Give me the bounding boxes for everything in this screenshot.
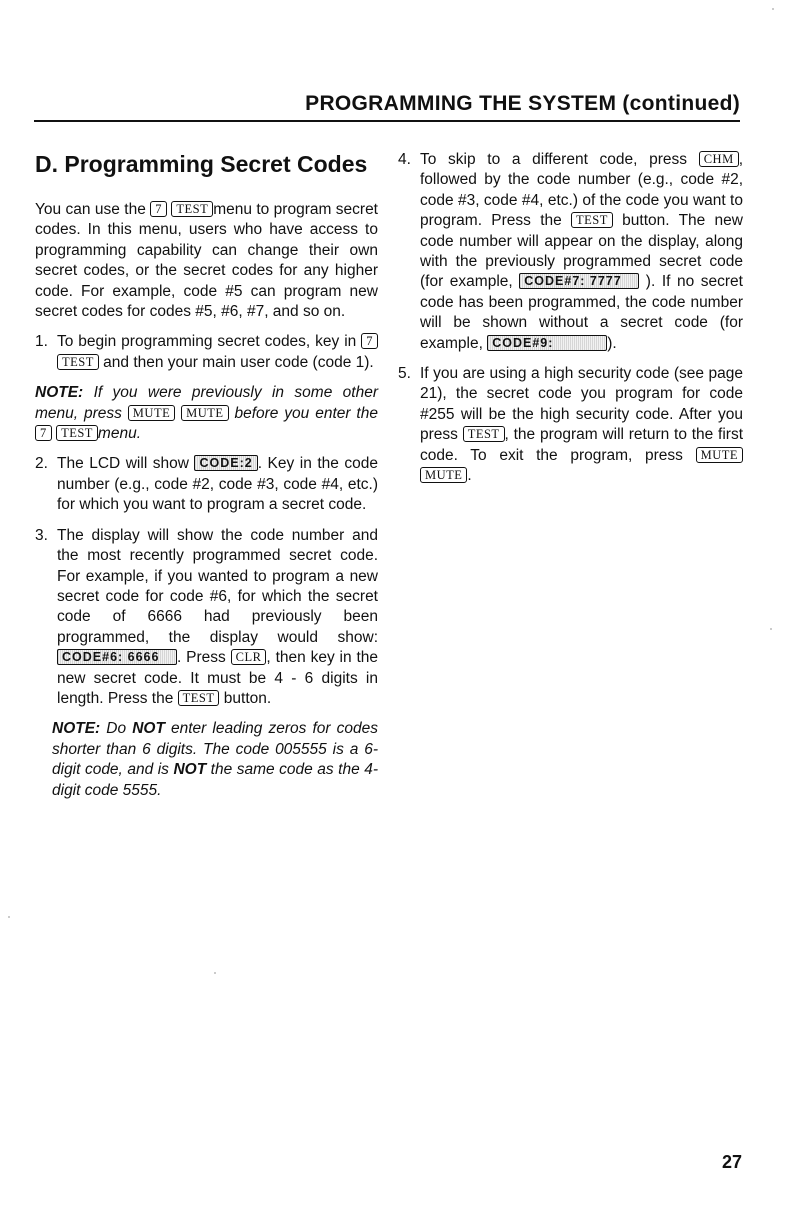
step-5-text: If you are using a high security code (see page 21), the secret code you program for code #255 will be the high security code. After you press xyxy=(420,365,743,444)
step-4-text: To skip to a different code, press xyxy=(420,151,699,168)
note-label: NOTE: xyxy=(35,384,84,402)
page-number: 27 xyxy=(722,1152,743,1172)
step-text xyxy=(57,526,378,710)
step-3-text-2: . Press xyxy=(177,649,231,667)
step-text xyxy=(420,150,743,354)
step-1 xyxy=(35,332,378,373)
page-header xyxy=(34,92,740,122)
left-column xyxy=(35,150,378,811)
step-5 xyxy=(398,364,743,486)
key-test: TEST xyxy=(571,212,613,228)
step-text xyxy=(420,364,743,486)
note-1-text-3: menu. xyxy=(97,425,142,443)
step-number: 4. xyxy=(398,151,411,168)
step-3-text-3: , then key in the new secret code. It must be 4 - 6 digits in length. Press the xyxy=(57,649,378,707)
step-5-text-3: . xyxy=(467,467,472,485)
lcd-display: CODE#9: xyxy=(487,335,607,351)
note-2-text-3: the same code as the 4-digit code 5555. xyxy=(52,761,378,799)
lcd-display: CODE:2 xyxy=(194,455,257,471)
note-1-text: If you were previously in some other menu, press xyxy=(35,384,378,422)
step-3-text-4: button. xyxy=(219,689,272,707)
key-mute: MUTE xyxy=(420,467,467,483)
key-test: TEST xyxy=(56,425,98,441)
scan-speck xyxy=(770,628,772,630)
key-chm: CHM xyxy=(699,151,739,167)
key-7: 7 xyxy=(361,333,378,349)
step-number: 3. xyxy=(35,526,48,544)
step-3-text: The display will show the code number and the most recently programmed secret code. For example, if you wanted to program a new secret code for code #6, for which the secret code of 6666 had previously been programmed, the display would show: xyxy=(57,526,378,646)
step-text xyxy=(57,332,378,373)
key-test: TEST xyxy=(463,426,505,442)
key-test: TEST xyxy=(178,690,220,706)
step-4-text-2: , followed by the code number (e.g., code #2, code #3, code #4, etc.) of the code you want to program. Press the xyxy=(420,151,743,230)
intro-paragraph xyxy=(35,200,378,322)
lcd-display: CODE#6: 6666 xyxy=(57,649,177,665)
step-number: 1. xyxy=(35,333,48,351)
step-1-text-2: and then your main user code (code 1). xyxy=(98,353,374,371)
note-leading-zeros xyxy=(35,719,378,801)
step-3 xyxy=(35,526,378,710)
note-2-text: Do xyxy=(100,720,133,738)
note-label: NOTE: xyxy=(52,720,101,738)
step-4-text-3: button. The new code number will appear on the display, along with the previously programmed secret code (for example, xyxy=(420,212,743,291)
step-4 xyxy=(398,150,743,354)
key-clr: CLR xyxy=(231,649,267,665)
step-number: 5. xyxy=(398,365,411,383)
key-7: 7 xyxy=(150,201,167,217)
key-mute: MUTE xyxy=(696,447,743,463)
intro-text-2: menu to program secret codes. In this menu, users who have access to programming capability can change their own secret codes, or the secret codes for any higher code. For example, code #5 can program new secret codes for codes #5, #6, #7, and so on. xyxy=(35,201,378,321)
section-heading: D. Programming Secret Codes xyxy=(35,151,368,177)
note-emphasis: NOT xyxy=(132,720,165,738)
key-7: 7 xyxy=(35,425,52,441)
step-2-text: The LCD will show xyxy=(57,455,195,473)
note-emphasis: NOT xyxy=(173,761,207,779)
lcd-display: CODE#7: 7777 xyxy=(519,273,639,289)
note-2-text-2: enter leading zeros for codes shorter than 6 digits. The code 005555 is a 6-digit code, and is xyxy=(52,720,378,779)
scan-speck xyxy=(214,972,216,974)
note-previous-menu xyxy=(35,383,378,444)
key-test: TEST xyxy=(171,201,213,217)
key-test: TEST xyxy=(57,354,99,370)
right-column xyxy=(398,150,743,497)
step-4-text-4: ). If no secret code has been programmed, the code number will be shown without a secret code (for example, xyxy=(420,273,743,352)
note-1-text-2: before you enter the xyxy=(228,404,378,422)
scan-speck xyxy=(772,8,774,10)
step-2 xyxy=(35,454,378,515)
step-text xyxy=(57,454,378,515)
key-mute: MUTE xyxy=(128,405,175,421)
step-1-text: To begin programming secret codes, key in xyxy=(57,333,362,351)
step-5-text-2: , the program will return to the first code. To exit the program, press xyxy=(420,426,743,464)
intro-text: You can use the xyxy=(35,201,151,218)
step-4-text-5: ). xyxy=(607,334,617,352)
key-mute: MUTE xyxy=(181,405,228,421)
scan-speck xyxy=(8,916,10,918)
header-title: PROGRAMMING THE SYSTEM (continued) xyxy=(305,92,740,115)
step-number: 2. xyxy=(35,455,48,473)
step-2-text-2: . Key in the code number (e.g., code #2, code #3, code #4, etc.) for which you want to program a secret code. xyxy=(57,455,379,514)
